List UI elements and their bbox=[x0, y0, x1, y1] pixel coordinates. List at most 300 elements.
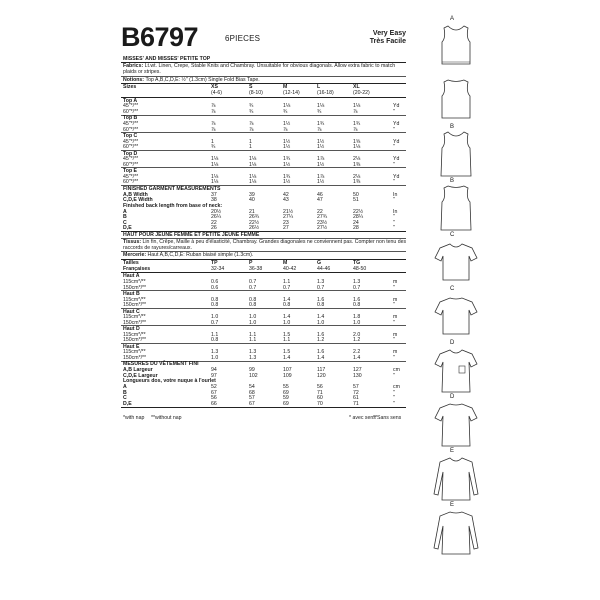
english-title: MISSES' AND MISSES' PETITE TOP bbox=[123, 56, 211, 62]
yardage-row-value: 1⅛ bbox=[283, 103, 291, 110]
yardage-row-value: 1⅛ bbox=[353, 144, 361, 151]
metrage-row-label: 150cm*/** bbox=[123, 319, 147, 326]
yardage-row-unit: " bbox=[393, 126, 395, 133]
metrage-row-value: 1.3 bbox=[249, 349, 257, 356]
yardage-row-value: 1¾ bbox=[353, 120, 361, 127]
view-letter: A bbox=[450, 16, 455, 22]
view-letter: C bbox=[450, 286, 455, 292]
divider bbox=[121, 132, 406, 133]
yardage-row-label: 45"*/** bbox=[123, 120, 139, 127]
yardage-row-value: 1⅛ bbox=[249, 161, 257, 168]
yardage-row-value: 1¾ bbox=[283, 156, 291, 163]
tailles-label: Tailles bbox=[123, 259, 139, 266]
size-header: S bbox=[249, 84, 253, 91]
yardage-row-unit: Yd bbox=[393, 103, 400, 110]
width-row-value: 38 bbox=[211, 197, 217, 204]
tank-top-back-icon bbox=[430, 76, 482, 124]
metrage-row-value: 1.4 bbox=[283, 355, 291, 361]
taille-header: M bbox=[283, 259, 288, 266]
difficulty-fr: Très Facile bbox=[369, 38, 406, 45]
yardage-row-value: 1⅞ bbox=[317, 173, 325, 180]
longueur-row-unit: " bbox=[393, 395, 395, 402]
yardage-row-value: 1⅛ bbox=[211, 179, 219, 186]
metrage-row-label: 115cm*/** bbox=[123, 349, 146, 356]
yardage-row-value: 1⅛ bbox=[211, 156, 219, 163]
yardage-row-value: 1½ bbox=[283, 138, 291, 145]
metrage-row-value: 0.7 bbox=[249, 279, 257, 285]
longueur-row-value: 71 bbox=[353, 401, 359, 407]
taille-range: 40-42 bbox=[283, 265, 297, 272]
yardage-row-value: ⅞ bbox=[211, 103, 216, 110]
yardage-row-value: ⅞ bbox=[249, 126, 254, 133]
metrage-row-value: 1.0 bbox=[317, 319, 325, 326]
view-name: Top B bbox=[123, 115, 138, 122]
back-length-row-value: 26¼ bbox=[211, 214, 222, 221]
width-row-unit: " bbox=[393, 197, 395, 204]
back-length-row-value: 23 bbox=[283, 219, 289, 226]
back-length-row-label: D,E bbox=[123, 225, 132, 232]
metrage-row-value: 1.1 bbox=[249, 331, 257, 338]
longueur-row-value: 69 bbox=[283, 401, 289, 407]
longueur-row-value: 67 bbox=[211, 389, 217, 396]
longueur-row-unit: " bbox=[393, 401, 395, 407]
metrage-row-value: 1.1 bbox=[249, 337, 257, 344]
taille-header: TG bbox=[353, 259, 361, 266]
metrage-row-value: 0.8 bbox=[317, 302, 325, 309]
width-row-value: 39 bbox=[249, 191, 255, 198]
long-sleeve-tee-back-icon bbox=[430, 502, 482, 556]
back-length-row-unit: " bbox=[393, 219, 395, 226]
metrage-row-value: 1.1 bbox=[283, 337, 291, 344]
longueur-row-value: 57 bbox=[353, 384, 359, 391]
metrage-row-value: 0.8 bbox=[249, 296, 257, 303]
longueur-row-value: 66 bbox=[211, 401, 217, 407]
metrage-row-value: 0.6 bbox=[211, 279, 219, 285]
view-name: Top A bbox=[123, 97, 138, 104]
yardage-row-value: ⅞ bbox=[353, 108, 358, 115]
metrage-row-value: 1.0 bbox=[211, 355, 219, 361]
yardage-row-label: 60"*/** bbox=[123, 108, 139, 115]
metrage-row-label: 115cm*/** bbox=[123, 279, 146, 285]
haut-name: Haut A bbox=[123, 273, 140, 280]
haut-name: Haut E bbox=[123, 343, 140, 350]
view-name: Top E bbox=[123, 168, 138, 175]
metrage-row-value: 0.7 bbox=[211, 319, 219, 326]
longueur-row-value: 52 bbox=[211, 384, 217, 391]
size-range: (16-18) bbox=[317, 90, 334, 97]
longueur-row-value: 56 bbox=[317, 384, 323, 391]
back-length-row-value: 27¾ bbox=[317, 214, 328, 221]
yardage-row-unit: " bbox=[393, 108, 395, 115]
metrage-row-value: 1.0 bbox=[249, 319, 257, 326]
size-header: XL bbox=[353, 84, 360, 91]
largeur-row-label: C,D,E Largeur bbox=[123, 372, 158, 379]
yardage-row-value: ⅞ bbox=[211, 120, 216, 127]
size-range: (4-6) bbox=[211, 90, 222, 97]
back-length-row-value: 20½ bbox=[211, 208, 222, 215]
width-row-value: 47 bbox=[317, 197, 323, 204]
metrage-row-value: 0.7 bbox=[353, 284, 361, 291]
yardage-row-value: 1½ bbox=[317, 144, 325, 151]
width-row-value: 42 bbox=[283, 191, 289, 198]
yardage-row-value: 2⅛ bbox=[353, 156, 361, 163]
longueur-row-value: 72 bbox=[353, 389, 359, 396]
piece-count: 6PIECES bbox=[225, 34, 261, 43]
yardage-row-value: 1½ bbox=[283, 144, 291, 151]
view-name: Top C bbox=[123, 132, 138, 139]
width-row-label: C,D,E Width bbox=[123, 197, 153, 204]
metrage-row-value: 0.8 bbox=[211, 302, 219, 309]
yardage-row-value: ¾ bbox=[249, 103, 254, 110]
width-row-value: 40 bbox=[249, 197, 255, 204]
pattern-envelope-back bbox=[121, 20, 406, 580]
yardage-row-value: ⅞ bbox=[211, 108, 216, 115]
size-header: M bbox=[283, 84, 288, 91]
sizes-label: Sizes bbox=[123, 84, 137, 91]
yardage-row-value: 1 bbox=[249, 138, 252, 145]
back-length-row-label: C bbox=[123, 219, 127, 226]
yardage-row-value: 1½ bbox=[283, 120, 291, 127]
yardage-row-label: 60"*/** bbox=[123, 161, 139, 168]
metrage-row-value: 1.6 bbox=[353, 296, 361, 303]
yardage-row-value: ⅞ bbox=[353, 126, 358, 133]
yardage-row-value: 1⅛ bbox=[211, 161, 219, 168]
back-length-row-unit: In bbox=[393, 208, 398, 215]
largeur-row-value: 109 bbox=[283, 372, 292, 379]
francaises-label: Françaises bbox=[123, 265, 151, 272]
metrage-row-unit: m bbox=[393, 296, 398, 303]
taille-header: TP bbox=[211, 259, 218, 266]
metrage-row-unit: " bbox=[393, 319, 395, 326]
short-sleeve-tee-back-icon bbox=[430, 286, 482, 340]
back-length-row-value: 28¼ bbox=[353, 214, 364, 221]
yardage-row-value: 1¾ bbox=[317, 120, 325, 127]
largeur-row-value: 99 bbox=[249, 367, 255, 374]
metrage-row-value: 1.4 bbox=[283, 314, 291, 321]
metrage-row-value: 1.4 bbox=[317, 314, 325, 321]
pattern-number: B6797 bbox=[121, 22, 199, 52]
metrage-row-value: 0.8 bbox=[353, 302, 361, 309]
back-length-row-value: 28 bbox=[353, 225, 359, 232]
metrage-row-value: 0.8 bbox=[249, 302, 257, 309]
largeur-row-value: 127 bbox=[353, 367, 362, 374]
metrage-row-label: 150cm*/** bbox=[123, 355, 147, 361]
metrage-row-label: 115cm*/** bbox=[123, 314, 146, 321]
view-letter: B bbox=[450, 178, 455, 184]
metrage-row-value: 1.4 bbox=[283, 296, 291, 303]
footnote-avec-sens: * avec sens bbox=[349, 414, 376, 421]
largeur-row-value: 97 bbox=[211, 372, 217, 379]
fabrics-text: Fabrics: Lt.wt. Linen, Crepe, Stable Knits and Chambray. Unsuitable for obvious diagonals. Allow extra fabric to match plaids or stripes. bbox=[123, 63, 396, 76]
back-length-row-unit: " bbox=[393, 225, 395, 232]
longueur-row-label: B bbox=[123, 389, 127, 396]
back-length-row-value: 26 bbox=[211, 225, 217, 232]
metrage-row-value: 1.0 bbox=[353, 319, 361, 326]
yardage-row-value: ¾ bbox=[249, 108, 254, 115]
difficulty-en: Very Easy bbox=[372, 30, 406, 37]
taille-range: 36-38 bbox=[249, 265, 263, 272]
yardage-row-value: 1⅛ bbox=[317, 103, 325, 110]
longueur-row-value: 60 bbox=[317, 395, 323, 402]
back-length-row-value: 21½ bbox=[283, 208, 294, 215]
yardage-row-label: 60"*/** bbox=[123, 126, 139, 133]
divider bbox=[121, 83, 406, 84]
yardage-row-label: 45"*/** bbox=[123, 173, 139, 180]
yardage-row-value: 1½ bbox=[283, 161, 291, 168]
size-range: (12-14) bbox=[283, 90, 300, 97]
divider bbox=[121, 259, 406, 260]
width-row-unit: In bbox=[393, 191, 398, 198]
metrage-row-value: 0.6 bbox=[211, 284, 219, 291]
taille-range: 48-50 bbox=[353, 265, 367, 272]
longueur-row-value: 61 bbox=[353, 395, 359, 402]
tissus-text: Tissus: Lin fin, Crêpe, Maille à peu d'élasticité, Chambray. Grandes diagonales ne conviennent pas. Compter non tenu des raccords de rayures/carreaux. bbox=[123, 238, 407, 251]
metrage-row-unit: " bbox=[393, 302, 395, 309]
yardage-row-label: 60"*/** bbox=[123, 179, 139, 186]
back-length-row-value: 27¼ bbox=[283, 214, 294, 221]
metrage-row-unit: m bbox=[393, 279, 398, 285]
metrage-row-value: 1.3 bbox=[353, 279, 361, 285]
metrage-row-unit: m bbox=[393, 349, 398, 356]
metrage-row-value: 1.3 bbox=[249, 355, 257, 361]
footnote-sans-sens: **Sans sens bbox=[373, 414, 402, 421]
yardage-row-unit: Yd bbox=[393, 173, 400, 180]
divider bbox=[121, 167, 406, 168]
tee-pocket-front-icon bbox=[430, 340, 482, 394]
yardage-row-unit: Yd bbox=[393, 156, 400, 163]
longueur-row-label: A bbox=[123, 384, 127, 391]
back-length-row-value: 22 bbox=[317, 208, 323, 215]
longueur-row-value: 54 bbox=[249, 384, 255, 391]
largeur-row-value: 120 bbox=[317, 372, 326, 379]
divider bbox=[121, 97, 406, 98]
largeur-row-value: 117 bbox=[317, 367, 326, 374]
back-length-row-label: A bbox=[123, 208, 127, 215]
yardage-row-value: ¾ bbox=[283, 108, 288, 115]
largeur-row-unit: " bbox=[393, 372, 395, 379]
tank-top-front-icon bbox=[430, 16, 482, 70]
metrage-row-value: 1.4 bbox=[353, 355, 361, 361]
longueur-row-unit: " bbox=[393, 389, 395, 396]
yardage-row-value: ⅞ bbox=[211, 126, 216, 133]
longueur-row-value: 59 bbox=[283, 395, 289, 402]
metrage-row-value: 2.2 bbox=[353, 349, 361, 356]
yardage-row-unit: " bbox=[393, 161, 395, 168]
metrage-row-value: 0.7 bbox=[283, 284, 291, 291]
yardage-row-value: 1½ bbox=[317, 138, 325, 145]
metrage-row-unit: " bbox=[393, 284, 395, 291]
yardage-row-unit: Yd bbox=[393, 120, 400, 127]
yardage-row-value: ¾ bbox=[317, 108, 322, 115]
metrage-row-value: 0.8 bbox=[211, 337, 219, 344]
longueur-row-value: 55 bbox=[283, 384, 289, 391]
footnote-without-nap: **without nap bbox=[151, 414, 182, 421]
haut-name: Haut C bbox=[123, 308, 140, 315]
view-letter: C bbox=[450, 232, 455, 238]
metrage-row-value: 1.4 bbox=[317, 355, 325, 361]
divider bbox=[121, 407, 406, 408]
yardage-row-value: 1⅛ bbox=[249, 156, 257, 163]
yardage-row-value: 1 bbox=[249, 144, 252, 151]
largeur-row-value: 102 bbox=[249, 372, 258, 379]
haut-name: Haut B bbox=[123, 291, 140, 297]
metrage-row-label: 115cm*/** bbox=[123, 331, 146, 338]
longueur-row-label: C bbox=[123, 395, 127, 402]
back-length-row-value: 26½ bbox=[249, 225, 260, 232]
yardage-row-value: 1½ bbox=[283, 179, 291, 186]
metrage-row-value: 1.2 bbox=[353, 337, 361, 344]
yardage-row-value: 1⅜ bbox=[353, 179, 361, 186]
yardage-row-value: 1½ bbox=[317, 161, 325, 168]
short-sleeve-tee-front-icon bbox=[430, 232, 482, 286]
longueur-row-value: 57 bbox=[249, 395, 255, 402]
mesures-title: MESURES DU VÊTEMENT FINI bbox=[123, 361, 199, 368]
notions-text: Notions: Top A,B,C,D,E: ½" (1.3cm) Single Fold Bias Tape. bbox=[123, 76, 260, 83]
metrage-row-value: 1.6 bbox=[317, 349, 325, 356]
metrage-row-value: 1.5 bbox=[283, 349, 291, 356]
taille-range: 32-34 bbox=[211, 265, 225, 272]
haut-name: Haut D bbox=[123, 326, 140, 333]
yardage-row-value: 1 bbox=[211, 138, 214, 145]
view-letter: D bbox=[450, 340, 455, 346]
metrage-row-value: 1.1 bbox=[211, 331, 219, 338]
width-row-value: 50 bbox=[353, 191, 359, 198]
yardage-row-unit: " bbox=[393, 144, 395, 151]
longueur-row-value: 68 bbox=[249, 389, 255, 396]
view-letter: E bbox=[450, 502, 455, 508]
back-length-row-value: 22½ bbox=[353, 208, 364, 215]
yardage-row-label: 45"*/** bbox=[123, 138, 139, 145]
view-letter: B bbox=[450, 124, 455, 130]
french-title: HAUT POUR JEUNE FEMME ET PETITE JEUNE FEMME bbox=[123, 231, 260, 238]
taille-header: G bbox=[317, 259, 322, 266]
width-row-value: 37 bbox=[211, 191, 217, 198]
yardage-row-value: 1⅜ bbox=[353, 161, 361, 168]
long-tank-front-icon bbox=[430, 124, 482, 178]
yardage-row-value: 2⅛ bbox=[353, 173, 361, 180]
header bbox=[121, 20, 406, 56]
divider bbox=[121, 343, 406, 344]
back-length-row-value: 23½ bbox=[317, 219, 328, 226]
metrage-row-value: 1.0 bbox=[211, 314, 219, 321]
metrage-row-value: 1.6 bbox=[317, 296, 325, 303]
yardage-row-value: 1⅝ bbox=[353, 138, 361, 145]
metrage-row-label: 150cm*/** bbox=[123, 302, 147, 309]
yardage-row-unit: " bbox=[393, 179, 395, 186]
metrage-row-value: 1.8 bbox=[353, 314, 361, 321]
divider bbox=[121, 290, 406, 291]
size-header: L bbox=[317, 84, 321, 91]
metrage-row-value: 1.0 bbox=[249, 314, 257, 321]
back-length-row-value: 27 bbox=[283, 225, 289, 232]
back-length-row-value: 22 bbox=[211, 219, 217, 226]
yardage-row-value: 1¾ bbox=[283, 173, 291, 180]
longueur-row-value: 67 bbox=[249, 401, 255, 407]
back-length-row-value: 26¾ bbox=[249, 214, 260, 221]
footnote-with-nap: *with nap bbox=[123, 414, 145, 421]
yardage-row-value: ⅞ bbox=[283, 126, 288, 133]
metrage-row-label: 150cm*/** bbox=[123, 284, 147, 291]
taille-range: 44-46 bbox=[317, 265, 331, 272]
back-length-row-value: 21 bbox=[249, 208, 255, 215]
longueur-row-value: 56 bbox=[211, 395, 217, 402]
metrage-row-value: 1.1 bbox=[283, 279, 291, 285]
metrage-row-value: 0.7 bbox=[317, 284, 325, 291]
yardage-row-value: 1⅛ bbox=[353, 103, 361, 110]
metrage-row-unit: " bbox=[393, 355, 395, 361]
metrage-row-value: 1.6 bbox=[317, 331, 325, 338]
width-row-value: 43 bbox=[283, 197, 289, 204]
largeur-row-unit: cm bbox=[393, 367, 400, 374]
back-length-row-value: 22½ bbox=[249, 219, 260, 226]
metrage-row-value: 0.8 bbox=[283, 302, 291, 309]
metrage-row-value: 1.2 bbox=[317, 337, 325, 344]
yardage-row-value: 1⅛ bbox=[211, 173, 219, 180]
metrage-row-label: 150cm*/** bbox=[123, 337, 147, 344]
divider bbox=[121, 150, 406, 151]
width-row-value: 46 bbox=[317, 191, 323, 198]
view-letter: E bbox=[450, 448, 455, 454]
metrage-row-unit: m bbox=[393, 314, 398, 321]
yardage-row-value: ⅞ bbox=[249, 120, 254, 127]
metrage-row-label: 115cm*/** bbox=[123, 296, 146, 303]
metrage-row-value: 1.3 bbox=[317, 279, 325, 285]
yardage-row-label: 45"*/** bbox=[123, 103, 139, 110]
yardage-row-value: ⅞ bbox=[317, 126, 322, 133]
long-tee-back-icon bbox=[430, 394, 482, 448]
metrage-row-value: 2.0 bbox=[353, 331, 361, 338]
yardage-row-value: 1⅛ bbox=[249, 173, 257, 180]
divider bbox=[121, 308, 406, 309]
metrage-row-unit: m bbox=[393, 331, 398, 338]
back-length-row-value: 27½ bbox=[317, 225, 328, 232]
width-row-value: 51 bbox=[353, 197, 359, 204]
longueur-row-value: 71 bbox=[317, 389, 323, 396]
back-length-row-label: B bbox=[123, 214, 127, 221]
yardage-row-label: 60"*/** bbox=[123, 144, 139, 151]
yardage-row-value: 1⅞ bbox=[317, 156, 325, 163]
mercerie-text: Mercerie: Haut A,B,C,D,E: Ruban biaisé simple (1.3cm). bbox=[123, 252, 254, 259]
longueur-row-value: 70 bbox=[317, 401, 323, 407]
back-length-row-value: 24 bbox=[353, 219, 359, 226]
size-header: XS bbox=[211, 84, 218, 91]
divider bbox=[121, 325, 406, 326]
back-length-title: Finished back length from base of neck: bbox=[123, 202, 223, 209]
view-name: Top D bbox=[123, 150, 138, 157]
taille-header: P bbox=[249, 259, 253, 266]
largeur-row-value: 107 bbox=[283, 367, 292, 374]
metrage-row-value: 1.5 bbox=[283, 331, 291, 338]
metrage-row-value: 1.3 bbox=[211, 349, 219, 356]
size-range: (8-10) bbox=[249, 90, 263, 97]
metrage-row-value: 0.8 bbox=[211, 296, 219, 303]
width-row-label: A,B Width bbox=[123, 191, 148, 198]
finished-title: FINISHED GARMENT MEASUREMENTS bbox=[123, 185, 221, 192]
metrage-row-value: 0.7 bbox=[249, 284, 257, 291]
yardage-row-value: 1½ bbox=[317, 179, 325, 186]
longueur-title: Longueurs dos, votre nuque à l'ourlet bbox=[123, 378, 216, 385]
largeur-row-value: 130 bbox=[353, 372, 362, 379]
longueur-row-unit: cm bbox=[393, 384, 400, 391]
yardage-row-label: 45"*/** bbox=[123, 156, 139, 163]
largeur-row-label: A,B Largeur bbox=[123, 367, 153, 374]
yardage-row-value: 1⅛ bbox=[249, 179, 257, 186]
largeur-row-value: 94 bbox=[211, 367, 217, 374]
divider bbox=[121, 272, 406, 273]
long-sleeve-tee-front-icon bbox=[430, 448, 482, 502]
yardage-row-value: ¾ bbox=[211, 144, 216, 151]
longueur-row-label: D,E bbox=[123, 401, 132, 407]
